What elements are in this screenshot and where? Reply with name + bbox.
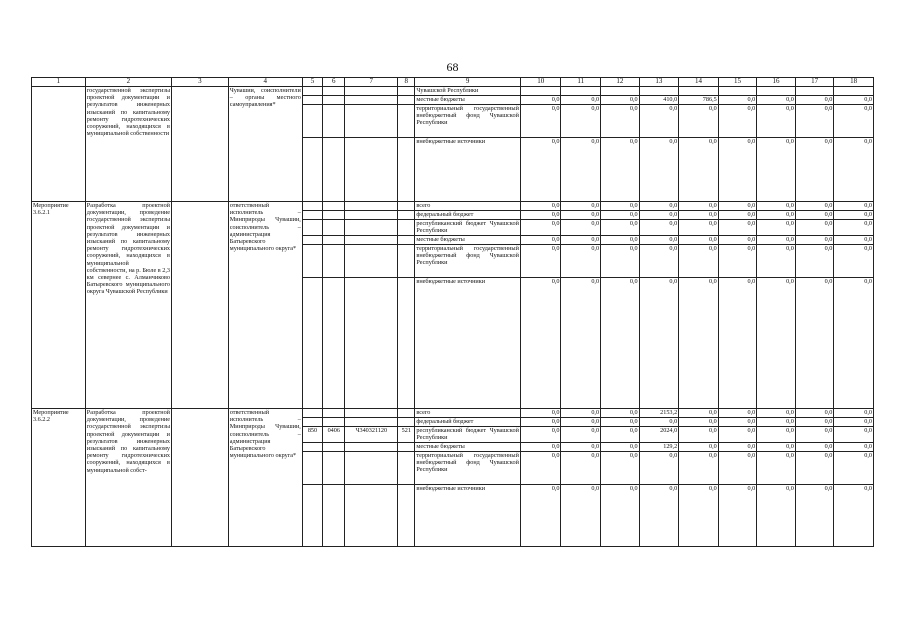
header-cell: 15 — [718, 78, 757, 87]
budget-code-cell — [323, 245, 345, 278]
budget-code-cell — [345, 236, 398, 245]
header-cell: 9 — [415, 78, 521, 87]
measure-id-cell — [32, 87, 86, 202]
funding-source-cell: федеральный бюджет — [415, 418, 521, 427]
amount-cell: 0,0 — [795, 443, 834, 452]
amount-cell: 0,0 — [601, 409, 640, 418]
amount-cell: 0,0 — [757, 105, 796, 138]
target-indicator-cell — [171, 87, 228, 202]
amount-cell: 0,0 — [679, 443, 719, 452]
amount-cell: 0,0 — [834, 236, 874, 245]
amount-cell: 0,0 — [679, 409, 719, 418]
budget-code-cell: 0406 — [323, 427, 345, 443]
amount-cell: 0,0 — [757, 278, 796, 409]
header-cell: 4 — [228, 78, 302, 87]
page-number: 68 — [446, 60, 459, 74]
budget-code-cell — [398, 220, 415, 236]
amount-cell: 0,0 — [679, 105, 719, 138]
amount-cell: 0,0 — [718, 418, 757, 427]
amount-cell — [718, 87, 757, 96]
amount-cell: 0,0 — [757, 452, 796, 485]
budget-code-cell — [323, 236, 345, 245]
amount-cell: 0,0 — [679, 202, 719, 211]
amount-cell: 0,0 — [601, 138, 640, 202]
budget-code-cell — [398, 138, 415, 202]
header-cell: 17 — [795, 78, 834, 87]
budget-code-cell — [398, 485, 415, 547]
amount-cell: 0,0 — [795, 245, 834, 278]
amount-cell: 0,0 — [718, 236, 757, 245]
amount-cell: 0,0 — [834, 202, 874, 211]
amount-cell: 0,0 — [718, 443, 757, 452]
budget-code-cell — [302, 220, 322, 236]
amount-cell: 0,0 — [795, 418, 834, 427]
funding-source-cell: внебюджетные источники — [415, 278, 521, 409]
budget-code-cell — [398, 278, 415, 409]
budget-code-cell — [302, 211, 322, 220]
amount-cell: 0,0 — [757, 418, 796, 427]
amount-cell: 0,0 — [757, 427, 796, 443]
amount-cell: 0,0 — [718, 138, 757, 202]
table-row — [32, 409, 874, 418]
amount-cell: 0,0 — [834, 211, 874, 220]
amount-cell: 0,0 — [561, 138, 601, 202]
amount-cell: 0,0 — [679, 138, 719, 202]
amount-cell: 0,0 — [561, 278, 601, 409]
measure-id-cell: Мероприятие 3.6.2.2 — [32, 409, 86, 547]
budget-code-cell — [302, 452, 322, 485]
amount-cell: 0,0 — [757, 96, 796, 105]
amount-cell: 0,0 — [601, 220, 640, 236]
budget-code-cell — [302, 138, 322, 202]
budget-code-cell: Ч340321120 — [345, 427, 398, 443]
amount-cell: 0,0 — [561, 443, 601, 452]
amount-cell — [561, 87, 601, 96]
amount-cell: 0,0 — [718, 220, 757, 236]
budget-code-cell: 850 — [302, 427, 322, 443]
amount-cell: 0,0 — [561, 418, 601, 427]
amount-cell: 0,0 — [757, 443, 796, 452]
amount-cell: 0,0 — [520, 418, 561, 427]
amount-cell: 0,0 — [834, 427, 874, 443]
amount-cell: 0,0 — [718, 485, 757, 547]
budget-code-cell — [345, 278, 398, 409]
amount-cell: 0,0 — [679, 418, 719, 427]
amount-cell: 0,0 — [795, 278, 834, 409]
budget-table — [31, 77, 874, 547]
amount-cell: 0,0 — [795, 202, 834, 211]
budget-code-cell — [302, 485, 322, 547]
budget-code-cell — [398, 202, 415, 211]
funding-source-cell: местные бюджеты — [415, 96, 521, 105]
amount-cell: 0,0 — [520, 96, 561, 105]
amount-cell: 0,0 — [718, 409, 757, 418]
amount-cell: 0,0 — [679, 485, 719, 547]
budget-code-cell — [323, 211, 345, 220]
budget-code-cell — [345, 409, 398, 418]
amount-cell: 0,0 — [520, 211, 561, 220]
budget-code-cell — [345, 418, 398, 427]
amount-cell: 0,0 — [795, 409, 834, 418]
budget-code-cell — [302, 236, 322, 245]
amount-cell: 0,0 — [757, 138, 796, 202]
amount-cell: 0,0 — [757, 245, 796, 278]
amount-cell: 0,0 — [601, 202, 640, 211]
amount-cell: 2024,0 — [639, 427, 679, 443]
amount-cell: 0,0 — [679, 427, 719, 443]
amount-cell: 0,0 — [601, 245, 640, 278]
measure-description-cell: Разработка проектной документации, проведение государственной экспертизы проектной документации и результатов инженерных изысканий по капитальному ремонту гидротехнических сооружений, находящихся в муниципальной собст- — [85, 409, 171, 547]
amount-cell: 0,0 — [601, 96, 640, 105]
budget-code-cell — [345, 96, 398, 105]
amount-cell: 0,0 — [520, 427, 561, 443]
amount-cell: 0,0 — [795, 452, 834, 485]
budget-code-cell — [398, 211, 415, 220]
budget-code-cell — [323, 452, 345, 485]
measure-description-cell: Разработка проектной документации, проведение государственной экспертизы проектной документации и результатов инженерных изысканий по капитальному ремонту гидротехнических сооружений, находящихся в муниципальной собственности, на р. Бюле в 2,3 км севернее с. Алманчиково Батыревского муниципального округа Чувашской Республики — [85, 202, 171, 409]
amount-cell: 0,0 — [834, 409, 874, 418]
header-cell: 7 — [345, 78, 398, 87]
header-cell: 8 — [398, 78, 415, 87]
amount-cell: 410,0 — [639, 96, 679, 105]
budget-code-cell — [398, 105, 415, 138]
amount-cell: 0,0 — [639, 138, 679, 202]
header-cell: 10 — [520, 78, 561, 87]
budget-code-cell — [398, 443, 415, 452]
funding-source-cell: внебюджетные источники — [415, 138, 521, 202]
budget-code-cell — [323, 202, 345, 211]
budget-code-cell — [398, 418, 415, 427]
budget-code-cell — [302, 418, 322, 427]
amount-cell: 0,0 — [795, 220, 834, 236]
amount-cell: 0,0 — [520, 236, 561, 245]
budget-code-cell — [323, 87, 345, 96]
amount-cell: 0,0 — [757, 211, 796, 220]
amount-cell: 0,0 — [520, 138, 561, 202]
budget-code-cell — [345, 211, 398, 220]
amount-cell — [639, 87, 679, 96]
amount-cell: 0,0 — [561, 409, 601, 418]
executor-cell: ответственный исполнитель – Минприроды Чувашии, соисполнитель – администрация Батыревского муниципального округа* — [228, 202, 302, 409]
amount-cell: 0,0 — [795, 96, 834, 105]
budget-code-cell — [302, 245, 322, 278]
amount-cell — [757, 87, 796, 96]
amount-cell: 0,0 — [834, 452, 874, 485]
budget-code-cell — [302, 105, 322, 138]
amount-cell: 0,0 — [520, 245, 561, 278]
amount-cell: 0,0 — [757, 236, 796, 245]
funding-source-cell: местные бюджеты — [415, 236, 521, 245]
amount-cell: 0,0 — [601, 452, 640, 485]
header-cell: 14 — [679, 78, 719, 87]
amount-cell: 0,0 — [639, 105, 679, 138]
amount-cell: 0,0 — [718, 452, 757, 485]
amount-cell: 0,0 — [834, 485, 874, 547]
budget-code-cell — [345, 443, 398, 452]
amount-cell: 0,0 — [561, 202, 601, 211]
amount-cell — [520, 87, 561, 96]
amount-cell: 0,0 — [601, 236, 640, 245]
amount-cell: 0,0 — [718, 96, 757, 105]
amount-cell: 0,0 — [520, 105, 561, 138]
amount-cell: 0,0 — [834, 138, 874, 202]
amount-cell: 0,0 — [520, 202, 561, 211]
amount-cell: 0,0 — [520, 443, 561, 452]
header-cell: 12 — [601, 78, 640, 87]
amount-cell: 0,0 — [718, 105, 757, 138]
header-cell: 6 — [323, 78, 345, 87]
amount-cell: 0,0 — [679, 236, 719, 245]
funding-source-cell: федеральный бюджет — [415, 211, 521, 220]
amount-cell: 0,0 — [795, 211, 834, 220]
amount-cell: 0,0 — [718, 427, 757, 443]
header-cell: 1 — [32, 78, 86, 87]
amount-cell: 0,0 — [639, 485, 679, 547]
amount-cell: 0,0 — [834, 245, 874, 278]
amount-cell: 0,0 — [601, 211, 640, 220]
budget-code-cell — [398, 236, 415, 245]
budget-code-cell — [323, 418, 345, 427]
amount-cell: 0,0 — [639, 278, 679, 409]
header-cell: 13 — [639, 78, 679, 87]
amount-cell: 0,0 — [757, 220, 796, 236]
header-cell: 11 — [561, 78, 601, 87]
budget-code-cell — [323, 443, 345, 452]
amount-cell: 0,0 — [601, 443, 640, 452]
budget-code-cell — [323, 278, 345, 409]
amount-cell: 0,0 — [757, 409, 796, 418]
header-cell: 16 — [757, 78, 796, 87]
target-indicator-cell — [171, 202, 228, 409]
funding-source-cell: республиканский бюджет Чувашской Республики — [416, 220, 519, 235]
budget-code-cell — [302, 87, 322, 96]
budget-code-cell — [345, 105, 398, 138]
amount-cell: 0,0 — [679, 245, 719, 278]
amount-cell — [834, 87, 874, 96]
amount-cell: 0,0 — [795, 236, 834, 245]
amount-cell: 0,0 — [520, 409, 561, 418]
budget-code-cell — [345, 138, 398, 202]
measure-id-cell: Мероприятие 3.6.2.1 — [32, 202, 86, 409]
amount-cell: 0,0 — [834, 443, 874, 452]
amount-cell: 0,0 — [561, 220, 601, 236]
budget-code-cell — [323, 96, 345, 105]
amount-cell: 0,0 — [639, 418, 679, 427]
amount-cell: 0,0 — [834, 220, 874, 236]
amount-cell: 0,0 — [639, 245, 679, 278]
amount-cell: 0,0 — [834, 96, 874, 105]
amount-cell: 0,0 — [561, 96, 601, 105]
executor-cell: ответственный исполнитель – Минприроды Чувашии, соисполнитель – администрация Батыревского муниципального округа* — [228, 409, 302, 547]
budget-code-cell — [398, 452, 415, 485]
budget-code-cell — [302, 443, 322, 452]
budget-code-cell — [323, 138, 345, 202]
amount-cell: 0,0 — [639, 202, 679, 211]
budget-code-cell — [345, 202, 398, 211]
amount-cell: 0,0 — [834, 105, 874, 138]
amount-cell: 0,0 — [795, 105, 834, 138]
table-row — [32, 87, 874, 96]
amount-cell: 0,0 — [795, 138, 834, 202]
funding-source-cell: местные бюджеты — [415, 443, 521, 452]
funding-source-cell: всего — [415, 409, 521, 418]
amount-cell: 0,0 — [757, 485, 796, 547]
amount-cell: 0,0 — [520, 220, 561, 236]
budget-code-cell — [345, 220, 398, 236]
amount-cell: 0,0 — [561, 245, 601, 278]
amount-cell — [795, 87, 834, 96]
amount-cell: 786,5 — [679, 96, 719, 105]
budget-code-cell — [323, 220, 345, 236]
amount-cell: 0,0 — [561, 211, 601, 220]
amount-cell: 0,0 — [795, 485, 834, 547]
funding-source-cell: территориальный государственный внебюджетный фонд Чувашской Республики — [415, 245, 521, 278]
amount-cell: 0,0 — [679, 278, 719, 409]
budget-code-cell — [398, 87, 415, 96]
amount-cell: 0,0 — [679, 220, 719, 236]
amount-cell: 0,0 — [601, 485, 640, 547]
amount-cell: 0,0 — [834, 418, 874, 427]
budget-code-cell — [302, 278, 322, 409]
amount-cell: 0,0 — [679, 452, 719, 485]
amount-cell: 0,0 — [601, 278, 640, 409]
amount-cell: 0,0 — [639, 211, 679, 220]
funding-source-cell: Чувашской Республики — [415, 87, 521, 96]
amount-cell: 0,0 — [520, 485, 561, 547]
budget-code-cell — [398, 96, 415, 105]
header-cell: 2 — [85, 78, 171, 87]
amount-cell: 0,0 — [718, 278, 757, 409]
amount-cell: 2153,2 — [639, 409, 679, 418]
amount-cell: 0,0 — [639, 220, 679, 236]
amount-cell: 0,0 — [639, 452, 679, 485]
amount-cell: 0,0 — [561, 485, 601, 547]
amount-cell: 0,0 — [757, 202, 796, 211]
funding-source-cell: внебюджетные источники — [415, 485, 521, 547]
table-row — [32, 202, 874, 211]
budget-code-cell — [345, 87, 398, 96]
amount-cell: 0,0 — [639, 236, 679, 245]
amount-cell: 0,0 — [561, 105, 601, 138]
budget-code-cell — [345, 452, 398, 485]
header-row — [32, 78, 874, 87]
amount-cell: 0,0 — [718, 211, 757, 220]
amount-cell: 0,0 — [520, 452, 561, 485]
measure-description-cell: государственной экспертизы проектной документации и результатов инженерных изысканий по капитальному ремонту гидротехнических сооружений, находящихся в муниципальной собственности — [85, 87, 171, 202]
budget-code-cell — [302, 202, 322, 211]
amount-cell: 0,0 — [834, 278, 874, 409]
budget-code-cell — [323, 105, 345, 138]
budget-code-cell — [398, 245, 415, 278]
budget-code-cell — [398, 409, 415, 418]
amount-cell: 129,2 — [639, 443, 679, 452]
amount-cell — [679, 87, 719, 96]
budget-code-cell — [302, 409, 322, 418]
target-indicator-cell — [171, 409, 228, 547]
budget-code-cell — [302, 96, 322, 105]
amount-cell: 0,0 — [679, 211, 719, 220]
budget-code-cell — [345, 245, 398, 278]
budget-code-cell — [323, 485, 345, 547]
funding-source-cell: территориальный государственный внебюджетный фонд Чувашской Республики — [415, 105, 521, 138]
amount-cell: 0,0 — [718, 245, 757, 278]
amount-cell: 0,0 — [601, 427, 640, 443]
budget-code-cell — [345, 485, 398, 547]
amount-cell — [601, 87, 640, 96]
amount-cell: 0,0 — [561, 427, 601, 443]
budget-code-cell — [323, 409, 345, 418]
amount-cell: 0,0 — [601, 105, 640, 138]
header-cell: 5 — [302, 78, 322, 87]
funding-source-cell: республиканский бюджет Чувашской Республики — [416, 427, 519, 442]
budget-code-cell: 521 — [398, 427, 415, 443]
amount-cell: 0,0 — [795, 427, 834, 443]
amount-cell: 0,0 — [561, 452, 601, 485]
amount-cell: 0,0 — [718, 202, 757, 211]
amount-cell: 0,0 — [561, 236, 601, 245]
amount-cell: 0,0 — [520, 278, 561, 409]
funding-source-cell: территориальный государственный внебюджетный фонд Чувашской Республики — [415, 452, 521, 485]
funding-source-cell: всего — [415, 202, 521, 211]
header-cell: 3 — [171, 78, 228, 87]
amount-cell: 0,0 — [601, 418, 640, 427]
executor-cell: Чувашии, соисполнители – органы местного самоуправления* — [228, 87, 302, 202]
header-cell: 18 — [834, 78, 874, 87]
